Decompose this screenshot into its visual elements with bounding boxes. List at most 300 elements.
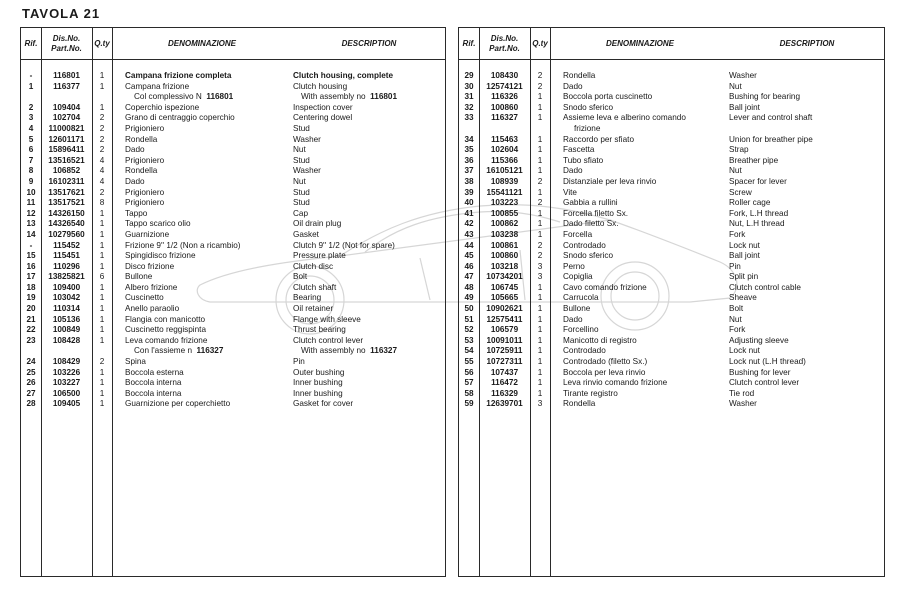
- ref-number: 23: [26, 335, 36, 345]
- italian-name: Dado: [563, 314, 583, 324]
- quantity: 3: [537, 261, 543, 271]
- ref-number: 28: [26, 399, 36, 409]
- table-row: [21, 251, 445, 262]
- ref-number: 12: [26, 208, 36, 218]
- part-number: 100860: [490, 251, 519, 261]
- italian-name: Spingidisco frizione: [125, 251, 196, 261]
- quantity: 1: [99, 399, 105, 409]
- english-description: Bolt: [729, 304, 744, 314]
- col-header-rif: Rif.: [24, 38, 38, 48]
- english-description: Pin: [293, 357, 305, 367]
- english-description: Inspection cover: [293, 102, 353, 112]
- table-row: [21, 177, 445, 188]
- ref-number: 48: [464, 282, 474, 292]
- part-number: 14326150: [48, 208, 85, 218]
- ref-number: 41: [464, 208, 474, 218]
- italian-name: Boccola porta cuscinetto: [563, 92, 653, 102]
- english-description: Stud: [293, 198, 310, 208]
- table-row: [459, 113, 884, 124]
- italian-name: Campana frizione: [125, 81, 190, 91]
- italian-name: Forcellino: [563, 325, 599, 335]
- quantity: 2: [99, 113, 105, 123]
- ref-number: 19: [26, 293, 36, 303]
- italian-name: Snodo sferico: [563, 251, 614, 261]
- english-description: Fork: [729, 325, 746, 335]
- part-number: 108430: [490, 71, 519, 80]
- quantity: 1: [537, 229, 543, 239]
- ref-number: 29: [464, 71, 474, 80]
- table-row: [459, 219, 884, 230]
- table-row: [459, 399, 884, 410]
- english-description: With assembly no 116801: [301, 92, 398, 102]
- english-description: Fork: [729, 229, 746, 239]
- quantity: 1: [537, 187, 543, 197]
- table-row: [459, 166, 884, 177]
- ref-number: 11: [26, 198, 36, 208]
- table-row: [21, 304, 445, 315]
- italian-name: Cavo comando frizione: [563, 282, 647, 292]
- english-description: Spacer for lever: [729, 176, 787, 186]
- english-description: Pin: [729, 261, 741, 271]
- part-number: 102704: [52, 113, 81, 123]
- italian-name: Leva rinvio comando frizione: [563, 378, 668, 388]
- ref-number: 14: [26, 229, 36, 239]
- ref-number: 24: [26, 357, 36, 367]
- quantity: 1: [537, 102, 543, 112]
- quantity: 2: [99, 145, 105, 155]
- italian-name: Fascetta: [563, 145, 595, 155]
- table-row: [459, 293, 884, 304]
- table-row: [459, 92, 884, 103]
- quantity: 2: [99, 123, 105, 133]
- table-row: [459, 389, 884, 400]
- english-description: Screw: [729, 187, 752, 197]
- part-number: 103226: [52, 367, 81, 377]
- table-row: [459, 156, 884, 167]
- italian-name: Albero frizione: [125, 282, 178, 292]
- italian-name: Boccola per leva rinvio: [563, 367, 646, 377]
- quantity: 1: [99, 261, 105, 271]
- table-row: [21, 283, 445, 294]
- english-description: Bearing: [293, 293, 322, 303]
- italian-name: Cuscinetto: [125, 293, 164, 303]
- english-description: Washer: [293, 166, 321, 176]
- italian-name: Controdado: [563, 240, 606, 250]
- table-row: [21, 82, 445, 93]
- quantity: 3: [537, 272, 543, 282]
- ref-number: 8: [28, 166, 34, 176]
- part-number: 103042: [52, 293, 81, 303]
- italian-name: Rondella: [125, 166, 158, 176]
- part-number: 100855: [490, 208, 519, 218]
- english-description: Flange with sleeve: [293, 314, 361, 324]
- part-number: 116329: [491, 388, 518, 398]
- quantity: 1: [537, 304, 543, 314]
- ref-number: 20: [26, 304, 36, 314]
- ref-number: 42: [464, 219, 474, 229]
- italian-name: Controdado (filetto Sx.): [563, 357, 648, 367]
- col-header-part-no: [41, 28, 92, 59]
- quantity: 2: [537, 71, 543, 80]
- table-row: [459, 304, 884, 315]
- english-description: Split pin: [729, 272, 759, 282]
- part-number: 15541121: [486, 187, 523, 197]
- table-row: [459, 198, 884, 209]
- italian-name: Copiglia: [563, 272, 593, 282]
- col-header-denominazione: DENOMINAZIONE: [168, 38, 236, 48]
- english-description: Tie rod: [729, 388, 755, 398]
- italian-name: Guarnizione: [125, 229, 170, 239]
- english-description: Bolt: [293, 272, 308, 282]
- part-number: 108428: [52, 335, 81, 345]
- table-row: [21, 262, 445, 273]
- ref-number: 4: [28, 123, 34, 133]
- ref-number: 49: [464, 293, 474, 303]
- english-description: Union for breather pipe: [729, 134, 813, 144]
- english-description: Inner bushing: [293, 388, 343, 398]
- ref-number: 21: [26, 314, 36, 324]
- english-description: With assembly no 116327: [301, 346, 398, 356]
- english-description: Washer: [293, 134, 321, 144]
- part-number: 15896411: [48, 145, 85, 155]
- part-number: 16105121: [486, 166, 523, 176]
- quantity: 1: [99, 304, 105, 314]
- italian-name: Tappo: [125, 208, 148, 218]
- italian-name: Rondella: [563, 71, 596, 80]
- part-number: 106745: [490, 282, 519, 292]
- col-header-part-no-line2: Part.No.: [51, 43, 82, 53]
- ref-number: 59: [464, 399, 474, 409]
- quantity: 1: [537, 282, 543, 292]
- italian-name: Leva comando frizione: [125, 335, 208, 345]
- quantity: 4: [99, 155, 105, 165]
- part-number: 115366: [491, 155, 518, 165]
- english-description: Cap: [293, 208, 309, 218]
- quantity: 1: [537, 166, 543, 176]
- quantity: 1: [537, 378, 543, 388]
- quantity: 1: [99, 282, 105, 292]
- quantity: 1: [99, 102, 105, 112]
- ref-number: 47: [464, 272, 474, 282]
- english-description: Centering dowel: [293, 113, 353, 123]
- english-description: Strap: [729, 145, 749, 155]
- quantity: 1: [99, 208, 105, 218]
- quantity: 4: [99, 176, 105, 186]
- table-row: [459, 368, 884, 379]
- quantity: 1: [99, 81, 105, 91]
- quantity: 1: [537, 293, 543, 303]
- quantity: 2: [99, 134, 105, 144]
- ref-number: -: [29, 240, 33, 250]
- part-number: 109404: [52, 102, 81, 112]
- italian-name: Tappo scarico olio: [125, 219, 191, 229]
- part-number: 109400: [52, 282, 81, 292]
- ref-number: 34: [464, 134, 474, 144]
- italian-name: Snodo sferico: [563, 102, 614, 112]
- part-number: 16102311: [48, 176, 85, 186]
- italian-name: Controdado: [563, 346, 606, 356]
- col-header-description: DESCRIPTION: [341, 38, 397, 48]
- col-header-rif: Rif.: [462, 38, 476, 48]
- ref-number: 3: [28, 113, 34, 123]
- ref-number: 6: [28, 145, 34, 155]
- italian-name: Bullone: [125, 272, 153, 282]
- part-number: 106500: [52, 388, 81, 398]
- italian-name: Boccola esterna: [125, 367, 184, 377]
- english-description: Clutch housing: [293, 81, 348, 91]
- part-number: 106852: [52, 166, 81, 176]
- part-number: 100861: [490, 240, 519, 250]
- table-row: [21, 399, 445, 410]
- english-description: Stud: [293, 155, 310, 165]
- quantity: 2: [537, 81, 543, 91]
- table-row: [459, 336, 884, 347]
- ref-number: 44: [464, 240, 474, 250]
- part-number: 110296: [53, 261, 80, 271]
- english-description: Stud: [293, 123, 310, 133]
- ref-number: 40: [464, 198, 474, 208]
- ref-number: 15: [26, 251, 36, 261]
- table-row: [21, 389, 445, 400]
- italian-name: Flangia con manicotto: [125, 314, 206, 324]
- english-description: Oil retainer: [293, 304, 334, 314]
- ref-number: -: [29, 71, 33, 80]
- quantity: 1: [537, 145, 543, 155]
- english-description: Washer: [729, 71, 757, 80]
- quantity: 1: [537, 113, 543, 123]
- table-row: [21, 346, 445, 357]
- part-number: 109405: [52, 399, 81, 409]
- table-header: [459, 28, 884, 60]
- ref-number: 52: [464, 325, 474, 335]
- ref-number: 22: [26, 325, 36, 335]
- page-title: TAVOLA 21: [22, 6, 101, 21]
- table-row: [21, 315, 445, 326]
- part-number: 12639701: [486, 399, 523, 409]
- ref-number: 9: [28, 176, 34, 186]
- italian-name: Forcella filetto Sx.: [563, 208, 629, 218]
- quantity: 4: [99, 166, 105, 176]
- italian-name: Carrucola: [563, 293, 599, 303]
- ref-number: 18: [26, 282, 36, 292]
- quantity: 2: [99, 357, 105, 367]
- table-row: [459, 251, 884, 262]
- table-row: [21, 188, 445, 199]
- part-number: 116326: [491, 92, 518, 102]
- english-description: Outer bushing: [293, 367, 345, 377]
- italian-name: Cuscinetto reggispinta: [125, 325, 207, 335]
- col-header-part-no-line1: Dis.No.: [490, 33, 519, 43]
- italian-name: Raccordo per sfiato: [563, 134, 634, 144]
- table-row: [459, 272, 884, 283]
- italian-name: Forcella: [563, 229, 593, 239]
- english-description: Breather pipe: [729, 155, 779, 165]
- col-header-denominazione: DENOMINAZIONE: [606, 38, 674, 48]
- italian-name: Assieme leva e alberino comando: [563, 113, 686, 123]
- table-row: [21, 325, 445, 336]
- table-body: [21, 71, 445, 410]
- ref-number: 31: [464, 92, 474, 102]
- quantity: 1: [537, 367, 543, 377]
- english-description: Gasket: [293, 229, 319, 239]
- italian-name: Bullone: [563, 304, 591, 314]
- italian-name: Manicotto di registro: [563, 335, 637, 345]
- table-row: [459, 378, 884, 389]
- english-description: Pressure plate: [293, 251, 346, 261]
- table-row: [21, 124, 445, 135]
- quantity: 1: [99, 71, 105, 80]
- ref-number: 35: [464, 145, 474, 155]
- quantity: 1: [99, 335, 105, 345]
- col-header-qty: Q.ty: [532, 38, 548, 48]
- quantity: 1: [537, 134, 543, 144]
- quantity: 2: [537, 240, 543, 250]
- quantity: 1: [99, 251, 105, 261]
- part-number: 115451: [53, 251, 80, 261]
- ref-number: 33: [464, 113, 474, 123]
- italian-name: Boccola interna: [125, 388, 182, 398]
- quantity: 1: [537, 388, 543, 398]
- col-header-qty: Q.ty: [94, 38, 110, 48]
- quantity: 1: [537, 325, 543, 335]
- table-row: [21, 92, 445, 103]
- part-number: 12574121: [486, 81, 523, 91]
- part-number: 10734201: [486, 272, 523, 282]
- quantity: 1: [537, 335, 543, 345]
- table-row: [21, 145, 445, 156]
- english-description: Clutch housing, complete: [293, 71, 394, 80]
- table-header: [21, 28, 445, 60]
- table-row: [459, 145, 884, 156]
- part-number: 105665: [490, 293, 519, 303]
- italian-name: Gabbia a rullini: [563, 198, 618, 208]
- english-description: Oil drain plug: [293, 219, 342, 229]
- part-number: 103238: [490, 229, 519, 239]
- table-row: [459, 346, 884, 357]
- quantity: 1: [99, 229, 105, 239]
- english-description: Clutch disc: [293, 261, 334, 271]
- quantity: 1: [537, 314, 543, 324]
- italian-name: Frizione 9'' 1/2 (Non a ricambio): [125, 240, 241, 250]
- table-row: [459, 283, 884, 294]
- italian-name: Tirante registro: [563, 388, 618, 398]
- table-row: [21, 230, 445, 241]
- part-number: 10091011: [486, 335, 523, 345]
- part-number: 105136: [52, 314, 81, 324]
- ref-number: 43: [464, 229, 474, 239]
- ref-number: 54: [464, 346, 474, 356]
- english-description: Clutch control lever: [293, 335, 364, 345]
- part-number: 116377: [53, 81, 80, 91]
- english-description: Nut: [293, 145, 306, 155]
- ref-number: 56: [464, 367, 474, 377]
- quantity: 1: [99, 325, 105, 335]
- italian-name: Distanziale per leva rinvio: [563, 176, 657, 186]
- ref-number: 1: [28, 81, 34, 91]
- part-number: 116472: [491, 378, 518, 388]
- english-description: Nut: [293, 176, 306, 186]
- italian-name: Dado: [563, 166, 583, 176]
- italian-name: Rondella: [125, 134, 158, 144]
- part-number: 115452: [53, 240, 80, 250]
- part-number: 100860: [490, 102, 519, 112]
- quantity: 6: [99, 272, 105, 282]
- ref-number: 51: [464, 314, 474, 324]
- part-number: 103218: [490, 261, 519, 271]
- quantity: 1: [537, 346, 543, 356]
- english-description: Stud: [293, 187, 310, 197]
- table-row: [459, 209, 884, 220]
- quantity: 1: [537, 357, 543, 367]
- quantity: 2: [99, 187, 105, 197]
- italian-name: frizione: [574, 123, 601, 133]
- table-row: [459, 103, 884, 114]
- quantity: 1: [99, 240, 105, 250]
- ref-number: 46: [464, 261, 474, 271]
- english-description: Washer: [729, 399, 757, 409]
- col-header-part-no-line2: Part.No.: [489, 43, 520, 53]
- italian-name: Coperchio ispezione: [125, 102, 200, 112]
- part-number: 103227: [52, 378, 81, 388]
- part-number: 10902621: [486, 304, 523, 314]
- part-number: 115463: [491, 134, 518, 144]
- ref-number: 38: [464, 176, 474, 186]
- quantity: 1: [99, 378, 105, 388]
- italian-name: Vite: [563, 187, 577, 197]
- part-number: 116327: [491, 113, 518, 123]
- table-row: [21, 71, 445, 82]
- part-number: 13517621: [48, 187, 85, 197]
- table-row: [459, 71, 884, 82]
- ref-number: 57: [464, 378, 474, 388]
- ref-number: 37: [464, 166, 474, 176]
- english-description: Nut, L.H thread: [729, 219, 785, 229]
- part-number: 12575411: [486, 314, 523, 324]
- table-row: [21, 241, 445, 252]
- italian-name: Guarnizione per coperchietto: [125, 399, 231, 409]
- ref-number: 30: [464, 81, 474, 91]
- part-number: 13517521: [48, 198, 85, 208]
- italian-name: Con l'assieme n 116327: [134, 346, 224, 356]
- part-number: 10279560: [48, 229, 85, 239]
- table-row: [21, 103, 445, 114]
- table-row: [21, 357, 445, 368]
- part-number: 102604: [490, 145, 519, 155]
- quantity: 8: [99, 198, 105, 208]
- table-row: [21, 378, 445, 389]
- english-description: Lock nut: [729, 346, 760, 356]
- ref-number: 25: [26, 367, 36, 377]
- table-row: [459, 82, 884, 93]
- table-row: [459, 315, 884, 326]
- english-description: Ball joint: [729, 251, 760, 261]
- table-row: [459, 135, 884, 146]
- italian-name: Spina: [125, 357, 146, 367]
- ref-number: 45: [464, 251, 474, 261]
- table-row: [459, 177, 884, 188]
- english-description: Clutch control lever: [729, 378, 800, 388]
- ref-number: 5: [28, 134, 34, 144]
- table-row: [21, 156, 445, 167]
- table-row: [459, 188, 884, 199]
- english-description: Sheave: [729, 293, 757, 303]
- ref-number: 36: [464, 155, 474, 165]
- ref-number: 2: [28, 102, 34, 112]
- part-number: 100862: [490, 219, 519, 229]
- english-description: Lock nut: [729, 240, 760, 250]
- table-row: [459, 325, 884, 336]
- quantity: 1: [99, 314, 105, 324]
